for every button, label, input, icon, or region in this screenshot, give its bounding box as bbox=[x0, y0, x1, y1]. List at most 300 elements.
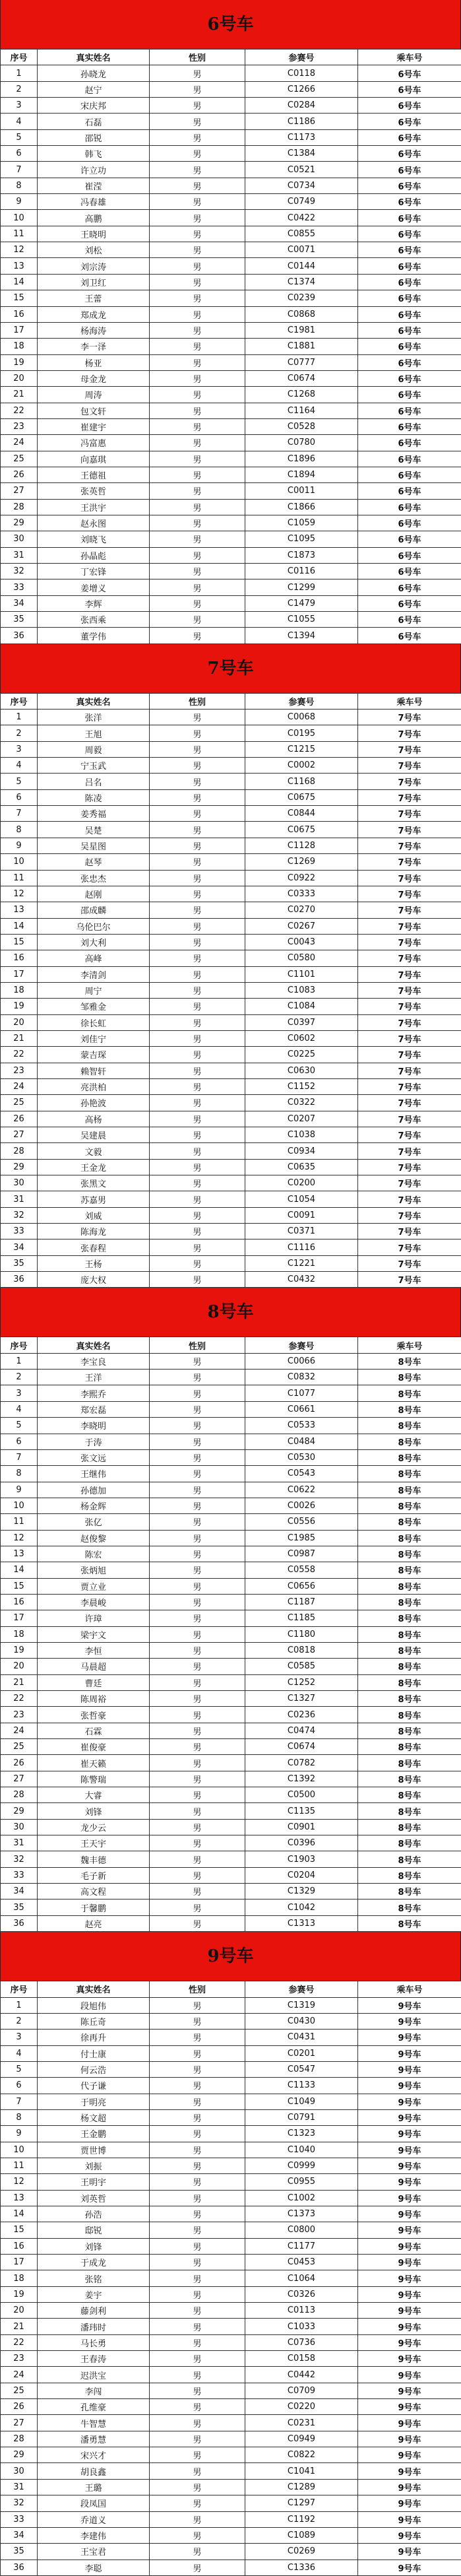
bus-number-cell: 6号车 bbox=[358, 210, 461, 226]
bus-number-cell: 7号车 bbox=[358, 950, 461, 966]
bus-number-cell: 8号车 bbox=[358, 1659, 461, 1674]
row-index-cell: 31 bbox=[1, 1835, 38, 1851]
gender-cell: 男 bbox=[150, 2061, 245, 2077]
bus-number-cell: 8号车 bbox=[358, 1466, 461, 1482]
table-row bbox=[1, 226, 461, 242]
table-row bbox=[1, 322, 461, 338]
gender-cell: 男 bbox=[150, 934, 245, 950]
bus-number-cell: 6号车 bbox=[358, 628, 461, 644]
bus-number-cell: 8号车 bbox=[358, 1562, 461, 1578]
entry-number-cell: C1266 bbox=[245, 81, 358, 97]
bus-number-cell: 6号车 bbox=[358, 81, 461, 97]
table-row bbox=[1, 725, 461, 741]
table-row bbox=[1, 1723, 461, 1738]
entry-number-cell: C0580 bbox=[245, 950, 358, 966]
table-row bbox=[1, 934, 461, 950]
real-name-cell: 段旭伟 bbox=[38, 1997, 150, 2013]
entry-number-cell: C1268 bbox=[245, 387, 358, 403]
gender-cell: 男 bbox=[150, 258, 245, 274]
row-index-cell: 6 bbox=[1, 2078, 38, 2094]
gender-cell: 男 bbox=[150, 1466, 245, 1482]
real-name-cell: 乔道义 bbox=[38, 2511, 150, 2527]
entry-number-cell: C0656 bbox=[245, 1578, 358, 1594]
row-index-cell: 7 bbox=[1, 162, 38, 178]
table-row bbox=[1, 129, 461, 145]
row-index-cell: 19 bbox=[1, 354, 38, 370]
real-name-cell: 石霖 bbox=[38, 1723, 150, 1738]
gender-cell: 男 bbox=[150, 451, 245, 467]
table-row bbox=[1, 547, 461, 563]
bus-number-cell: 9号车 bbox=[358, 2303, 461, 2319]
real-name-cell: 付士康 bbox=[38, 2045, 150, 2061]
real-name-cell: 崔俊豪 bbox=[38, 1739, 150, 1755]
table-row bbox=[1, 1530, 461, 1546]
entry-number-cell: C0158 bbox=[245, 2351, 358, 2367]
real-name-cell: 孙浩 bbox=[38, 2206, 150, 2222]
column-header: 序号 bbox=[1, 693, 38, 709]
bus-number-cell: 9号车 bbox=[358, 2431, 461, 2447]
gender-cell: 男 bbox=[150, 1997, 245, 2013]
entry-number-cell: C1323 bbox=[245, 2126, 358, 2142]
real-name-cell: 于明亮 bbox=[38, 2094, 150, 2109]
row-index-cell: 9 bbox=[1, 838, 38, 853]
bus-number-cell: 9号车 bbox=[358, 2190, 461, 2206]
entry-number-cell: C1903 bbox=[245, 1851, 358, 1867]
entry-number-cell: C0207 bbox=[245, 1111, 358, 1127]
table-row bbox=[1, 870, 461, 886]
bus-number-cell: 9号车 bbox=[358, 2206, 461, 2222]
row-index-cell: 26 bbox=[1, 2399, 38, 2415]
table-row bbox=[1, 2270, 461, 2286]
table-row bbox=[1, 2527, 461, 2543]
entry-number-cell: C0558 bbox=[245, 1562, 358, 1578]
column-header: 参赛号 bbox=[245, 693, 358, 709]
gender-cell: 男 bbox=[150, 114, 245, 129]
column-header: 真实姓名 bbox=[38, 1981, 150, 1997]
real-name-cell: 邸锐 bbox=[38, 2222, 150, 2238]
bus-number-cell: 7号车 bbox=[358, 886, 461, 902]
gender-cell: 男 bbox=[150, 483, 245, 499]
bus-number-cell: 6号车 bbox=[358, 564, 461, 579]
row-index-cell: 16 bbox=[1, 1594, 38, 1610]
real-name-cell: 陈丘奇 bbox=[38, 2013, 150, 2029]
row-index-cell: 7 bbox=[1, 2094, 38, 2109]
bus-number-cell: 6号车 bbox=[358, 499, 461, 515]
row-index-cell: 13 bbox=[1, 258, 38, 274]
row-index-cell: 13 bbox=[1, 2190, 38, 2206]
table-row bbox=[1, 1030, 461, 1046]
entry-number-cell: C0200 bbox=[245, 1175, 358, 1191]
table-row bbox=[1, 1095, 461, 1111]
gender-cell: 男 bbox=[150, 1370, 245, 1385]
table-row bbox=[1, 612, 461, 628]
table-row bbox=[1, 2334, 461, 2350]
row-index-cell: 30 bbox=[1, 1175, 38, 1191]
bus-number-cell: 6号车 bbox=[358, 290, 461, 306]
row-index-cell: 33 bbox=[1, 579, 38, 595]
table-row bbox=[1, 2303, 461, 2319]
roster-table bbox=[0, 1981, 461, 2576]
row-index-cell: 26 bbox=[1, 1755, 38, 1771]
table-row bbox=[1, 2479, 461, 2495]
gender-cell: 男 bbox=[150, 1578, 245, 1594]
gender-cell: 男 bbox=[150, 354, 245, 370]
row-index-cell: 2 bbox=[1, 1370, 38, 1385]
section-title: 8号车 bbox=[0, 1288, 461, 1337]
entry-number-cell: C0118 bbox=[245, 65, 358, 81]
table-row bbox=[1, 65, 461, 81]
entry-number-cell: C1089 bbox=[245, 2527, 358, 2543]
gender-cell: 男 bbox=[150, 339, 245, 354]
real-name-cell: 郑宏磊 bbox=[38, 1401, 150, 1417]
gender-cell: 男 bbox=[150, 1401, 245, 1417]
entry-number-cell: C1135 bbox=[245, 1803, 358, 1819]
row-index-cell: 19 bbox=[1, 1642, 38, 1658]
row-index-cell: 12 bbox=[1, 2174, 38, 2190]
table-row bbox=[1, 806, 461, 822]
bus-number-cell: 7号车 bbox=[358, 1224, 461, 1239]
table-row bbox=[1, 1578, 461, 1594]
bus-number-cell: 6号车 bbox=[358, 114, 461, 129]
entry-number-cell: C1373 bbox=[245, 2206, 358, 2222]
real-name-cell: 杨金辉 bbox=[38, 1498, 150, 1513]
gender-cell: 男 bbox=[150, 2559, 245, 2575]
row-index-cell: 10 bbox=[1, 854, 38, 870]
real-name-cell: 邵锐 bbox=[38, 129, 150, 145]
gender-cell: 男 bbox=[150, 1642, 245, 1658]
bus-number-cell: 6号车 bbox=[358, 322, 461, 338]
real-name-cell: 周宁 bbox=[38, 982, 150, 998]
table-row bbox=[1, 1353, 461, 1369]
real-name-cell: 刘锋 bbox=[38, 1803, 150, 1819]
real-name-cell: 崔天籁 bbox=[38, 1755, 150, 1771]
table-row bbox=[1, 1418, 461, 1434]
table-row bbox=[1, 2319, 461, 2334]
bus-number-cell: 6号车 bbox=[358, 387, 461, 403]
entry-number-cell: C0026 bbox=[245, 1498, 358, 1513]
bus-number-cell: 9号车 bbox=[358, 2495, 461, 2511]
gender-cell: 男 bbox=[150, 2158, 245, 2173]
row-index-cell: 27 bbox=[1, 1771, 38, 1787]
table-row bbox=[1, 564, 461, 579]
table-row bbox=[1, 2078, 461, 2094]
row-index-cell: 33 bbox=[1, 2511, 38, 2527]
gender-cell: 男 bbox=[150, 2415, 245, 2431]
real-name-cell: 刘卫红 bbox=[38, 274, 150, 290]
real-name-cell: 王天宇 bbox=[38, 1835, 150, 1851]
table-row bbox=[1, 354, 461, 370]
gender-cell: 男 bbox=[150, 789, 245, 805]
column-header: 性别 bbox=[150, 50, 245, 65]
table-row bbox=[1, 1594, 461, 1610]
gender-cell: 男 bbox=[150, 1530, 245, 1546]
real-name-cell: 宋兴才 bbox=[38, 2447, 150, 2463]
real-name-cell: 于馨鹏 bbox=[38, 1899, 150, 1915]
entry-number-cell: C1192 bbox=[245, 2511, 358, 2527]
entry-number-cell: C0832 bbox=[245, 1370, 358, 1385]
table-row bbox=[1, 2286, 461, 2302]
row-index-cell: 1 bbox=[1, 65, 38, 81]
entry-number-cell: C0556 bbox=[245, 1514, 358, 1530]
row-index-cell: 5 bbox=[1, 774, 38, 789]
row-index-cell: 3 bbox=[1, 1385, 38, 1401]
roster-table bbox=[0, 1337, 461, 1932]
row-index-cell: 14 bbox=[1, 2206, 38, 2222]
bus-number-cell: 9号车 bbox=[358, 2286, 461, 2302]
row-index-cell: 19 bbox=[1, 999, 38, 1014]
real-name-cell: 张哲豪 bbox=[38, 1707, 150, 1723]
table-row bbox=[1, 1498, 461, 1513]
entry-number-cell: C1059 bbox=[245, 515, 358, 531]
bus-number-cell: 8号车 bbox=[358, 1867, 461, 1883]
entry-number-cell: C0901 bbox=[245, 1819, 358, 1835]
entry-number-cell: C1133 bbox=[245, 2078, 358, 2094]
gender-cell: 男 bbox=[150, 1835, 245, 1851]
real-name-cell: 李清剑 bbox=[38, 966, 150, 982]
entry-number-cell: C0528 bbox=[245, 418, 358, 434]
bus-number-cell: 7号车 bbox=[358, 1255, 461, 1271]
bus-number-cell: 6号车 bbox=[358, 435, 461, 451]
bus-number-cell: 8号车 bbox=[358, 1642, 461, 1658]
gender-cell: 男 bbox=[150, 1691, 245, 1707]
table-row bbox=[1, 2415, 461, 2431]
bus-number-cell: 7号车 bbox=[358, 758, 461, 774]
real-name-cell: 刘宗涛 bbox=[38, 258, 150, 274]
bus-number-cell: 8号车 bbox=[358, 1899, 461, 1915]
real-name-cell: 贾世博 bbox=[38, 2142, 150, 2158]
gender-cell: 男 bbox=[150, 2527, 245, 2543]
gender-cell: 男 bbox=[150, 838, 245, 853]
bus-number-cell: 9号车 bbox=[358, 2255, 461, 2270]
row-index-cell: 11 bbox=[1, 2158, 38, 2173]
table-row bbox=[1, 339, 461, 354]
real-name-cell: 张西乘 bbox=[38, 612, 150, 628]
table-row bbox=[1, 1835, 461, 1851]
table-row bbox=[1, 1691, 461, 1707]
row-index-cell: 16 bbox=[1, 2238, 38, 2254]
table-row bbox=[1, 2190, 461, 2206]
gender-cell: 男 bbox=[150, 774, 245, 789]
gender-cell: 男 bbox=[150, 178, 245, 193]
bus-number-cell: 6号车 bbox=[358, 595, 461, 611]
entry-number-cell: C1894 bbox=[245, 467, 358, 482]
real-name-cell: 邹雅金 bbox=[38, 999, 150, 1014]
real-name-cell: 何云浩 bbox=[38, 2061, 150, 2077]
entry-number-cell: C1329 bbox=[245, 1884, 358, 1899]
row-index-cell: 30 bbox=[1, 2463, 38, 2479]
real-name-cell: 高鹏 bbox=[38, 210, 150, 226]
entry-number-cell: C1187 bbox=[245, 1594, 358, 1610]
real-name-cell: 于涛 bbox=[38, 1434, 150, 1449]
row-index-cell: 8 bbox=[1, 2109, 38, 2125]
column-header: 性别 bbox=[150, 693, 245, 709]
entry-number-cell: C0661 bbox=[245, 1401, 358, 1417]
real-name-cell: 吕名 bbox=[38, 774, 150, 789]
table-row bbox=[1, 1546, 461, 1562]
row-index-cell: 29 bbox=[1, 1803, 38, 1819]
real-name-cell: 杨亚 bbox=[38, 354, 150, 370]
bus-number-cell: 6号车 bbox=[358, 178, 461, 193]
bus-number-cell: 7号车 bbox=[358, 934, 461, 950]
bus-number-cell: 8号车 bbox=[358, 1449, 461, 1465]
table-row bbox=[1, 1899, 461, 1915]
table-row bbox=[1, 2351, 461, 2367]
table-row bbox=[1, 499, 461, 515]
bus-number-cell: 8号车 bbox=[358, 1418, 461, 1434]
real-name-cell: 王继伟 bbox=[38, 1466, 150, 1482]
bus-number-cell: 8号车 bbox=[358, 1691, 461, 1707]
gender-cell: 男 bbox=[150, 2303, 245, 2319]
entry-number-cell: C1896 bbox=[245, 451, 358, 467]
row-index-cell: 22 bbox=[1, 1691, 38, 1707]
column-header: 参赛号 bbox=[245, 1981, 358, 1997]
bus-number-cell: 8号车 bbox=[358, 1819, 461, 1835]
row-index-cell: 24 bbox=[1, 435, 38, 451]
gender-cell: 男 bbox=[150, 129, 245, 145]
gender-cell: 男 bbox=[150, 1078, 245, 1094]
bus-number-cell: 9号车 bbox=[358, 2270, 461, 2286]
real-name-cell: 李宝良 bbox=[38, 1353, 150, 1369]
entry-number-cell: C1215 bbox=[245, 741, 358, 757]
table-row bbox=[1, 242, 461, 258]
gender-cell: 男 bbox=[150, 403, 245, 418]
table-row bbox=[1, 81, 461, 97]
bus-number-cell: 9号车 bbox=[358, 2078, 461, 2094]
row-index-cell: 35 bbox=[1, 2544, 38, 2559]
gender-cell: 男 bbox=[150, 870, 245, 886]
bus-number-cell: 6号车 bbox=[358, 531, 461, 547]
column-header: 序号 bbox=[1, 1981, 38, 1997]
real-name-cell: 李恒 bbox=[38, 1642, 150, 1658]
bus-number-cell: 7号车 bbox=[358, 1095, 461, 1111]
bus-number-cell: 7号车 bbox=[358, 870, 461, 886]
row-index-cell: 3 bbox=[1, 2030, 38, 2045]
table-row bbox=[1, 950, 461, 966]
row-index-cell: 25 bbox=[1, 2383, 38, 2398]
table-row bbox=[1, 1207, 461, 1223]
entry-number-cell: C1173 bbox=[245, 129, 358, 145]
bus-number-cell: 6号车 bbox=[358, 258, 461, 274]
bus-number-cell: 6号车 bbox=[358, 467, 461, 482]
gender-cell: 男 bbox=[150, 595, 245, 611]
entry-number-cell: C1101 bbox=[245, 966, 358, 982]
real-name-cell: 马晨超 bbox=[38, 1659, 150, 1674]
row-index-cell: 8 bbox=[1, 178, 38, 193]
real-name-cell: 赵宁 bbox=[38, 81, 150, 97]
table-row bbox=[1, 194, 461, 210]
table-row bbox=[1, 2142, 461, 2158]
gender-cell: 男 bbox=[150, 1867, 245, 1883]
gender-cell: 男 bbox=[150, 98, 245, 114]
gender-cell: 男 bbox=[150, 2255, 245, 2270]
real-name-cell: 宋庆邦 bbox=[38, 98, 150, 114]
real-name-cell: 姜秀福 bbox=[38, 806, 150, 822]
row-index-cell: 1 bbox=[1, 1997, 38, 2013]
row-index-cell: 10 bbox=[1, 1498, 38, 1513]
gender-cell: 男 bbox=[150, 435, 245, 451]
row-index-cell: 20 bbox=[1, 1659, 38, 1674]
table-row bbox=[1, 838, 461, 853]
entry-number-cell: C0011 bbox=[245, 483, 358, 499]
table-row bbox=[1, 1819, 461, 1835]
gender-cell: 男 bbox=[150, 2190, 245, 2206]
row-index-cell: 26 bbox=[1, 467, 38, 482]
table-row bbox=[1, 1078, 461, 1094]
table-row bbox=[1, 1771, 461, 1787]
table-row bbox=[1, 2174, 461, 2190]
entry-number-cell: C0453 bbox=[245, 2255, 358, 2270]
table-row bbox=[1, 1434, 461, 1449]
gender-cell: 男 bbox=[150, 1723, 245, 1738]
row-index-cell: 27 bbox=[1, 1127, 38, 1143]
table-row bbox=[1, 451, 461, 467]
bus-number-cell: 6号车 bbox=[358, 515, 461, 531]
section-title: 7号车 bbox=[0, 644, 461, 693]
real-name-cell: 大睿 bbox=[38, 1787, 150, 1803]
real-name-cell: 王旭 bbox=[38, 725, 150, 741]
gender-cell: 男 bbox=[150, 2447, 245, 2463]
table-row bbox=[1, 2544, 461, 2559]
entry-number-cell: C0144 bbox=[245, 258, 358, 274]
gender-cell: 男 bbox=[150, 2544, 245, 2559]
gender-cell: 男 bbox=[150, 2511, 245, 2527]
row-index-cell: 34 bbox=[1, 1239, 38, 1255]
real-name-cell: 孔维豪 bbox=[38, 2399, 150, 2415]
bus-number-cell: 6号车 bbox=[358, 226, 461, 242]
entry-number-cell: C0422 bbox=[245, 210, 358, 226]
real-name-cell: 杨文超 bbox=[38, 2109, 150, 2125]
real-name-cell: 石磊 bbox=[38, 114, 150, 129]
bus-number-cell: 9号车 bbox=[358, 2013, 461, 2029]
row-index-cell: 27 bbox=[1, 483, 38, 499]
real-name-cell: 张忠杰 bbox=[38, 870, 150, 886]
entry-number-cell: C1054 bbox=[245, 1191, 358, 1207]
bus-number-cell: 8号车 bbox=[358, 1851, 461, 1867]
entry-number-cell: C1394 bbox=[245, 628, 358, 644]
bus-number-cell: 8号车 bbox=[358, 1546, 461, 1562]
table-row bbox=[1, 2367, 461, 2383]
row-index-cell: 34 bbox=[1, 595, 38, 611]
entry-number-cell: C0116 bbox=[245, 564, 358, 579]
entry-number-cell: C1077 bbox=[245, 1385, 358, 1401]
bus-number-cell: 8号车 bbox=[358, 1353, 461, 1369]
real-name-cell: 蒙吉琛 bbox=[38, 1047, 150, 1063]
row-index-cell: 10 bbox=[1, 210, 38, 226]
row-index-cell: 14 bbox=[1, 274, 38, 290]
real-name-cell: 徐长虹 bbox=[38, 1014, 150, 1030]
real-name-cell: 姜宇 bbox=[38, 2286, 150, 2302]
real-name-cell: 迟洪宝 bbox=[38, 2367, 150, 2383]
gender-cell: 男 bbox=[150, 1449, 245, 1465]
entry-number-cell: C0585 bbox=[245, 1659, 358, 1674]
gender-cell: 男 bbox=[150, 547, 245, 563]
table-row bbox=[1, 1642, 461, 1658]
bus-number-cell: 7号车 bbox=[358, 774, 461, 789]
bus-number-cell: 8号车 bbox=[358, 1787, 461, 1803]
entry-number-cell: C1128 bbox=[245, 838, 358, 853]
entry-number-cell: C0868 bbox=[245, 306, 358, 322]
gender-cell: 男 bbox=[150, 2431, 245, 2447]
real-name-cell: 贾立业 bbox=[38, 1578, 150, 1594]
table-row bbox=[1, 1239, 461, 1255]
gender-cell: 男 bbox=[150, 918, 245, 934]
entry-number-cell: C0430 bbox=[245, 2013, 358, 2029]
bus-number-cell: 9号车 bbox=[358, 2351, 461, 2367]
bus-number-cell: 9号车 bbox=[358, 2126, 461, 2142]
entry-number-cell: C0066 bbox=[245, 1353, 358, 1369]
real-name-cell: 马长勇 bbox=[38, 2334, 150, 2350]
row-index-cell: 29 bbox=[1, 2447, 38, 2463]
